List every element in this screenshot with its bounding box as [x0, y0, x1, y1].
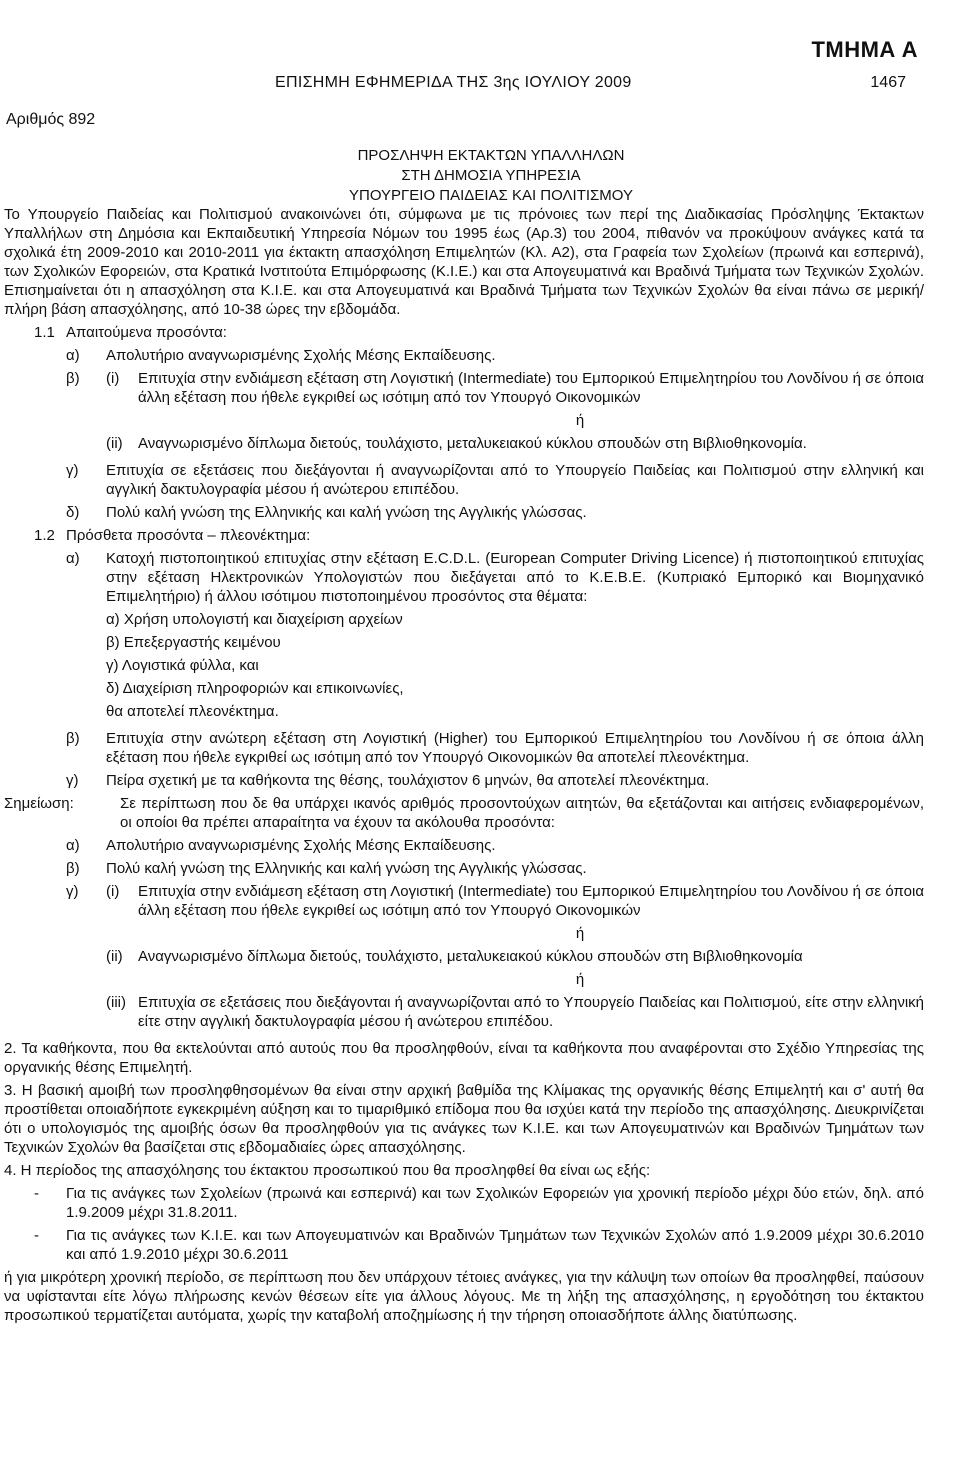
or-separator: ή — [575, 925, 585, 942]
item-text: Κατοχή πιστοποιητικού επιτυχίας στην εξέταση E.C.D.L. (European Computer Driving Licence) ή πιστοποιητικού επιτυχίας στην εξέταση Ηλεκτρονικών Υπολογιστών που διεξάγεται από το Κ.Ε.Β.Ε. (Κυπριακό Εμπορικό και Βιομηχανικό Επιμελητήριο) ή άλλου ισότιμου πιστοποιημένου προσόντος στα θέματα: — [106, 550, 924, 605]
sub-item-marker: (i) — [106, 883, 120, 900]
item-marker: β) — [66, 370, 80, 387]
item-text: Απολυτήριο αναγνωρισμένης Σχολής Μέσης Εκπαίδευσης. — [106, 837, 496, 854]
sub-item-text: Αναγνωρισμένο δίπλωμα διετούς, τουλάχιστο, μεταλυκειακού κύκλου σπουδών στη Βιβλιοθηκονομία — [138, 948, 803, 965]
sub-item-marker: (iii) — [106, 994, 126, 1011]
section-1-1-heading — [4, 323, 924, 342]
sub-item-marker: (ii) — [106, 435, 123, 452]
section-1-2-heading — [4, 526, 924, 545]
topic-line: α) Χρήση υπολογιστή και διαχείριση αρχείων — [106, 611, 403, 628]
topic-line: δ) Διαχείριση πληροφοριών και επικοινωνίες, — [106, 680, 404, 697]
title-line-3: ΥΠΟΥΡΓΕΙΟ ΠΑΙΔΕΙΑΣ ΚΑΙ ΠΟΛΙΤΙΣΜΟΥ — [349, 187, 633, 204]
paragraph-3: 3. Η βασική αμοιβή των προσληφθησομένων θα είναι στην αρχική βαθμίδα της Κλίμακας της οργανικής θέσης Επιμελητή και σ' αυτή θα προστίθεται οποιαδήποτε εγκεκριμένη αύξηση και το τιμαριθμικό επίδομα που θα ισχύει κατά την περίοδο της απασχόλησης. Διευκρινίζεται ότι ο υπολογισμός της αμοιβής όσων θα προσληφθούν για τις ανάγκες των Κ.Ι.Ε. και των Απογευματινών και Βραδινών Τμημάτων των Τεχνικών Σχολών θα βασίζεται στις εβδομαδιαίες ώρες απασχόλησης. — [4, 1082, 924, 1156]
topic-line: β) Επεξεργαστής κειμένου — [106, 634, 281, 651]
note-text: Σε περίπτωση που δε θα υπάρχει ικανός αριθμός προσοντούχων αιτητών, θα εξετάζονται και αιτήσεις ενδιαφερομένων, οι οποίοι θα πρέπει απαραίτητα να έχουν τα ακόλουθα προσόντα: — [120, 795, 924, 831]
item-marker: γ) — [66, 772, 79, 789]
list-item — [4, 859, 924, 878]
sub-item-text: Επιτυχία στην ενδιάμεση εξέταση στη Λογιστική (Intermediate) του Εμπορικού Επιμελητηρίου του Λονδίνου ή σε όποια άλλη εξέταση που ήθελε εγκριθεί ως ισότιμη από τον Υπουργό Οικονομικών — [138, 370, 924, 406]
sub-item — [106, 993, 924, 1031]
decision-number: Αριθμός 892 — [6, 111, 96, 128]
document-body — [4, 205, 924, 1329]
sub-item-text: Επιτυχία στην ενδιάμεση εξέταση στη Λογιστική (Intermediate) του Εμπορικού Επιμελητηρίου του Λονδίνου ή σε όποια άλλη εξέταση που ήθελε εγκριθεί ως ισότιμη από τον Υπουργό Οικονομικών — [138, 883, 924, 919]
item-marker: γ) — [66, 462, 79, 479]
list-item — [4, 729, 924, 767]
section-title: Πρόσθετα προσόντα – πλεονέκτημα: — [66, 527, 311, 544]
item-text: Πολύ καλή γνώση της Ελληνικής και καλή γνώση της Αγγλικής γλώσσας. — [106, 860, 587, 877]
dash-item — [4, 1184, 924, 1222]
section-title: Απαιτούμενα προσόντα: — [66, 324, 227, 341]
dash-item — [4, 1226, 924, 1264]
sub-item — [106, 434, 924, 453]
sub-item-marker: (ii) — [106, 948, 123, 965]
section-number: 1.2 — [34, 527, 55, 544]
item-text: Απολυτήριο αναγνωρισμένης Σχολής Μέσης Εκπαίδευσης. — [106, 347, 496, 364]
section-number: 1.1 — [34, 324, 55, 341]
gazette-header: ΕΠΙΣΗΜΗ ΕΦΗΜΕΡΙΔΑ ΤΗΣ 3ης ΙΟΥΛΙΟΥ 2009 — [275, 74, 632, 91]
title-line-2: ΣΤΗ ΔΗΜΟΣΙΑ ΥΠΗΡΕΣΙΑ — [401, 167, 581, 184]
item-marker: β) — [66, 860, 80, 877]
dash-item-text: Για τις ανάγκες των Κ.Ι.Ε. και των Απογευματινών και Βραδινών Τμημάτων των Τεχνικών Σχολών από 1.9.2009 μέχρι 30.6.2010 και από 1.9.2010 μέχρι 30.6.2011 — [66, 1227, 924, 1263]
list-item — [4, 836, 924, 855]
item-marker: δ) — [66, 504, 80, 521]
paragraph-4-tail: ή για μικρότερη χρονική περίοδο, σε περίπτωση που δεν υπάρχουν τέτοιες ανάγκες, για την κάλυψη των οποίων θα προσληφθεί, παύσουν να υφίστανται είτε λόγω πλήρωσης κενών θέσεων είτε για άλλους λόγους. Με τη λήξη της απασχόλησης, η εργοδότηση του έκτακτου προσωπικού τερματίζεται αυτόματα, χωρίς την καταβολή αποζημίωσης ή την τήρηση οποιασδήποτε άλλης διατύπωσης. — [4, 1269, 924, 1324]
item-marker: β) — [66, 730, 80, 747]
item-text: Πολύ καλή γνώση της Ελληνικής και καλή γνώση της Αγγλικής γλώσσας. — [106, 504, 587, 521]
sub-item-marker: (i) — [106, 370, 120, 387]
dash-item-text: Για τις ανάγκες των Σχολείων (πρωινά και εσπερινά) και των Σχολικών Εφορειών για χρονική περίοδο μέχρι δύο ετών, δηλ. από 1.9.2009 μέχρι 31.8.2011. — [66, 1185, 924, 1221]
list-item — [4, 882, 924, 1035]
item-marker: α) — [66, 347, 80, 364]
list-item — [4, 346, 924, 365]
note-label: Σημείωση: — [4, 795, 74, 812]
item-marker: α) — [66, 837, 80, 854]
dash-marker: - — [34, 1185, 39, 1202]
or-separator: ή — [575, 971, 585, 988]
page-number: 1467 — [870, 74, 906, 91]
title-line-1: ΠΡΟΣΛΗΨΗ ΕΚΤΑΚΤΩΝ ΥΠΑΛΛΗΛΩΝ — [357, 147, 625, 164]
sub-item-text: Επιτυχία σε εξετάσεις που διεξάγονται ή αναγνωρίζονται από το Υπουργείο Παιδείας και Πολιτισμού, είτε στην ελληνική είτε στην αγγλική δακτυλογραφία μέσου ή ανώτερου επιπέδου. — [138, 994, 924, 1030]
item-text: Πείρα σχετική με τα καθήκοντα της θέσης, τουλάχιστον 6 μηνών, θα αποτελεί πλεονέκτημα. — [106, 772, 710, 789]
item-text: Επιτυχία στην ανώτερη εξέταση στη Λογιστική (Higher) του Εμπορικού Επιμελητηρίου του Λονδίνου ή σε όποια άλλη εξέταση που ήθελε εγκριθεί ως ισότιμη από τον Υπουργό Οικονομικών θα αποτελεί πλεονέκτημα. — [106, 730, 924, 766]
list-item — [4, 461, 924, 499]
paragraph-4-lead: 4. Η περίοδος της απασχόλησης του έκτακτου προσωπικού που θα προσληφθεί θα είναι ως εξής: — [4, 1162, 651, 1179]
section-label: ΤΜΗΜΑ Α — [811, 37, 918, 62]
sub-item — [106, 882, 924, 920]
announcement-titles — [0, 146, 960, 206]
list-item — [4, 549, 924, 725]
topic-line: θα αποτελεί πλεονέκτημα. — [106, 703, 279, 720]
sub-item — [106, 369, 924, 407]
intro-paragraph: Το Υπουργείο Παιδείας και Πολιτισμού ανακοινώνει ότι, σύμφωνα με τις πρόνοιες των περί της Διαδικασίας Πρόσληψης Έκτακτων Υπαλλήλων στη Δημόσια και Εκπαιδευτική Υπηρεσία Νόμων του 1995 έως (Αρ.3) του 2004, πιθανόν να προκύψουν ανάγκες κατά τα σχολικά έτη 2009-2010 και 2010-2011 για έκτακτη απασχόληση Επιμελητών (Κλ. Α2), στα Γραφεία των Σχολείων (πρωινά και εσπερινά), των Σχολικών Εφορειών, στα Κρατικά Ινστιτούτα Επιμόρφωσης (Κ.Ι.Ε.) και στα Απογευματινά και Βραδινά Τμήματα των Τεχνικών Σχολών. Επισημαίνεται ότι η απασχόληση στα Κ.Ι.Ε. και στα Απογευματινά και Βραδινά Τμήματα των Τεχνικών Σχολών θα είναι πάνω σε μερική/πλήρη βάση απασχόλησης, από 10-38 ώρες την εβδομάδα. — [4, 206, 924, 318]
item-marker: α) — [66, 550, 80, 567]
item-marker: γ) — [66, 883, 79, 900]
sub-item-text: Αναγνωρισμένο δίπλωμα διετούς, τουλάχιστο, μεταλυκειακού κύκλου σπουδών στη Βιβλιοθηκονομία. — [138, 435, 807, 452]
list-item — [4, 369, 924, 457]
sub-item — [106, 947, 924, 966]
list-item — [4, 771, 924, 790]
note-block — [4, 794, 924, 832]
list-item — [4, 503, 924, 522]
paragraph-2: 2. Τα καθήκοντα, που θα εκτελούνται από αυτούς που θα προσληφθούν, είναι τα καθήκοντα που αναφέρονται στο Σχέδιο Υπηρεσίας της οργανικής θέσης Επιμελητή. — [4, 1040, 924, 1076]
topic-line: γ) Λογιστικά φύλλα, και — [106, 657, 259, 674]
item-text: Επιτυχία σε εξετάσεις που διεξάγονται ή αναγνωρίζονται από το Υπουργείο Παιδείας και Πολιτισμού στην ελληνική και αγγλική δακτυλογραφία μέσου ή ανώτερου επιπέδου. — [106, 462, 924, 498]
or-separator: ή — [575, 412, 585, 429]
dash-marker: - — [34, 1227, 39, 1244]
